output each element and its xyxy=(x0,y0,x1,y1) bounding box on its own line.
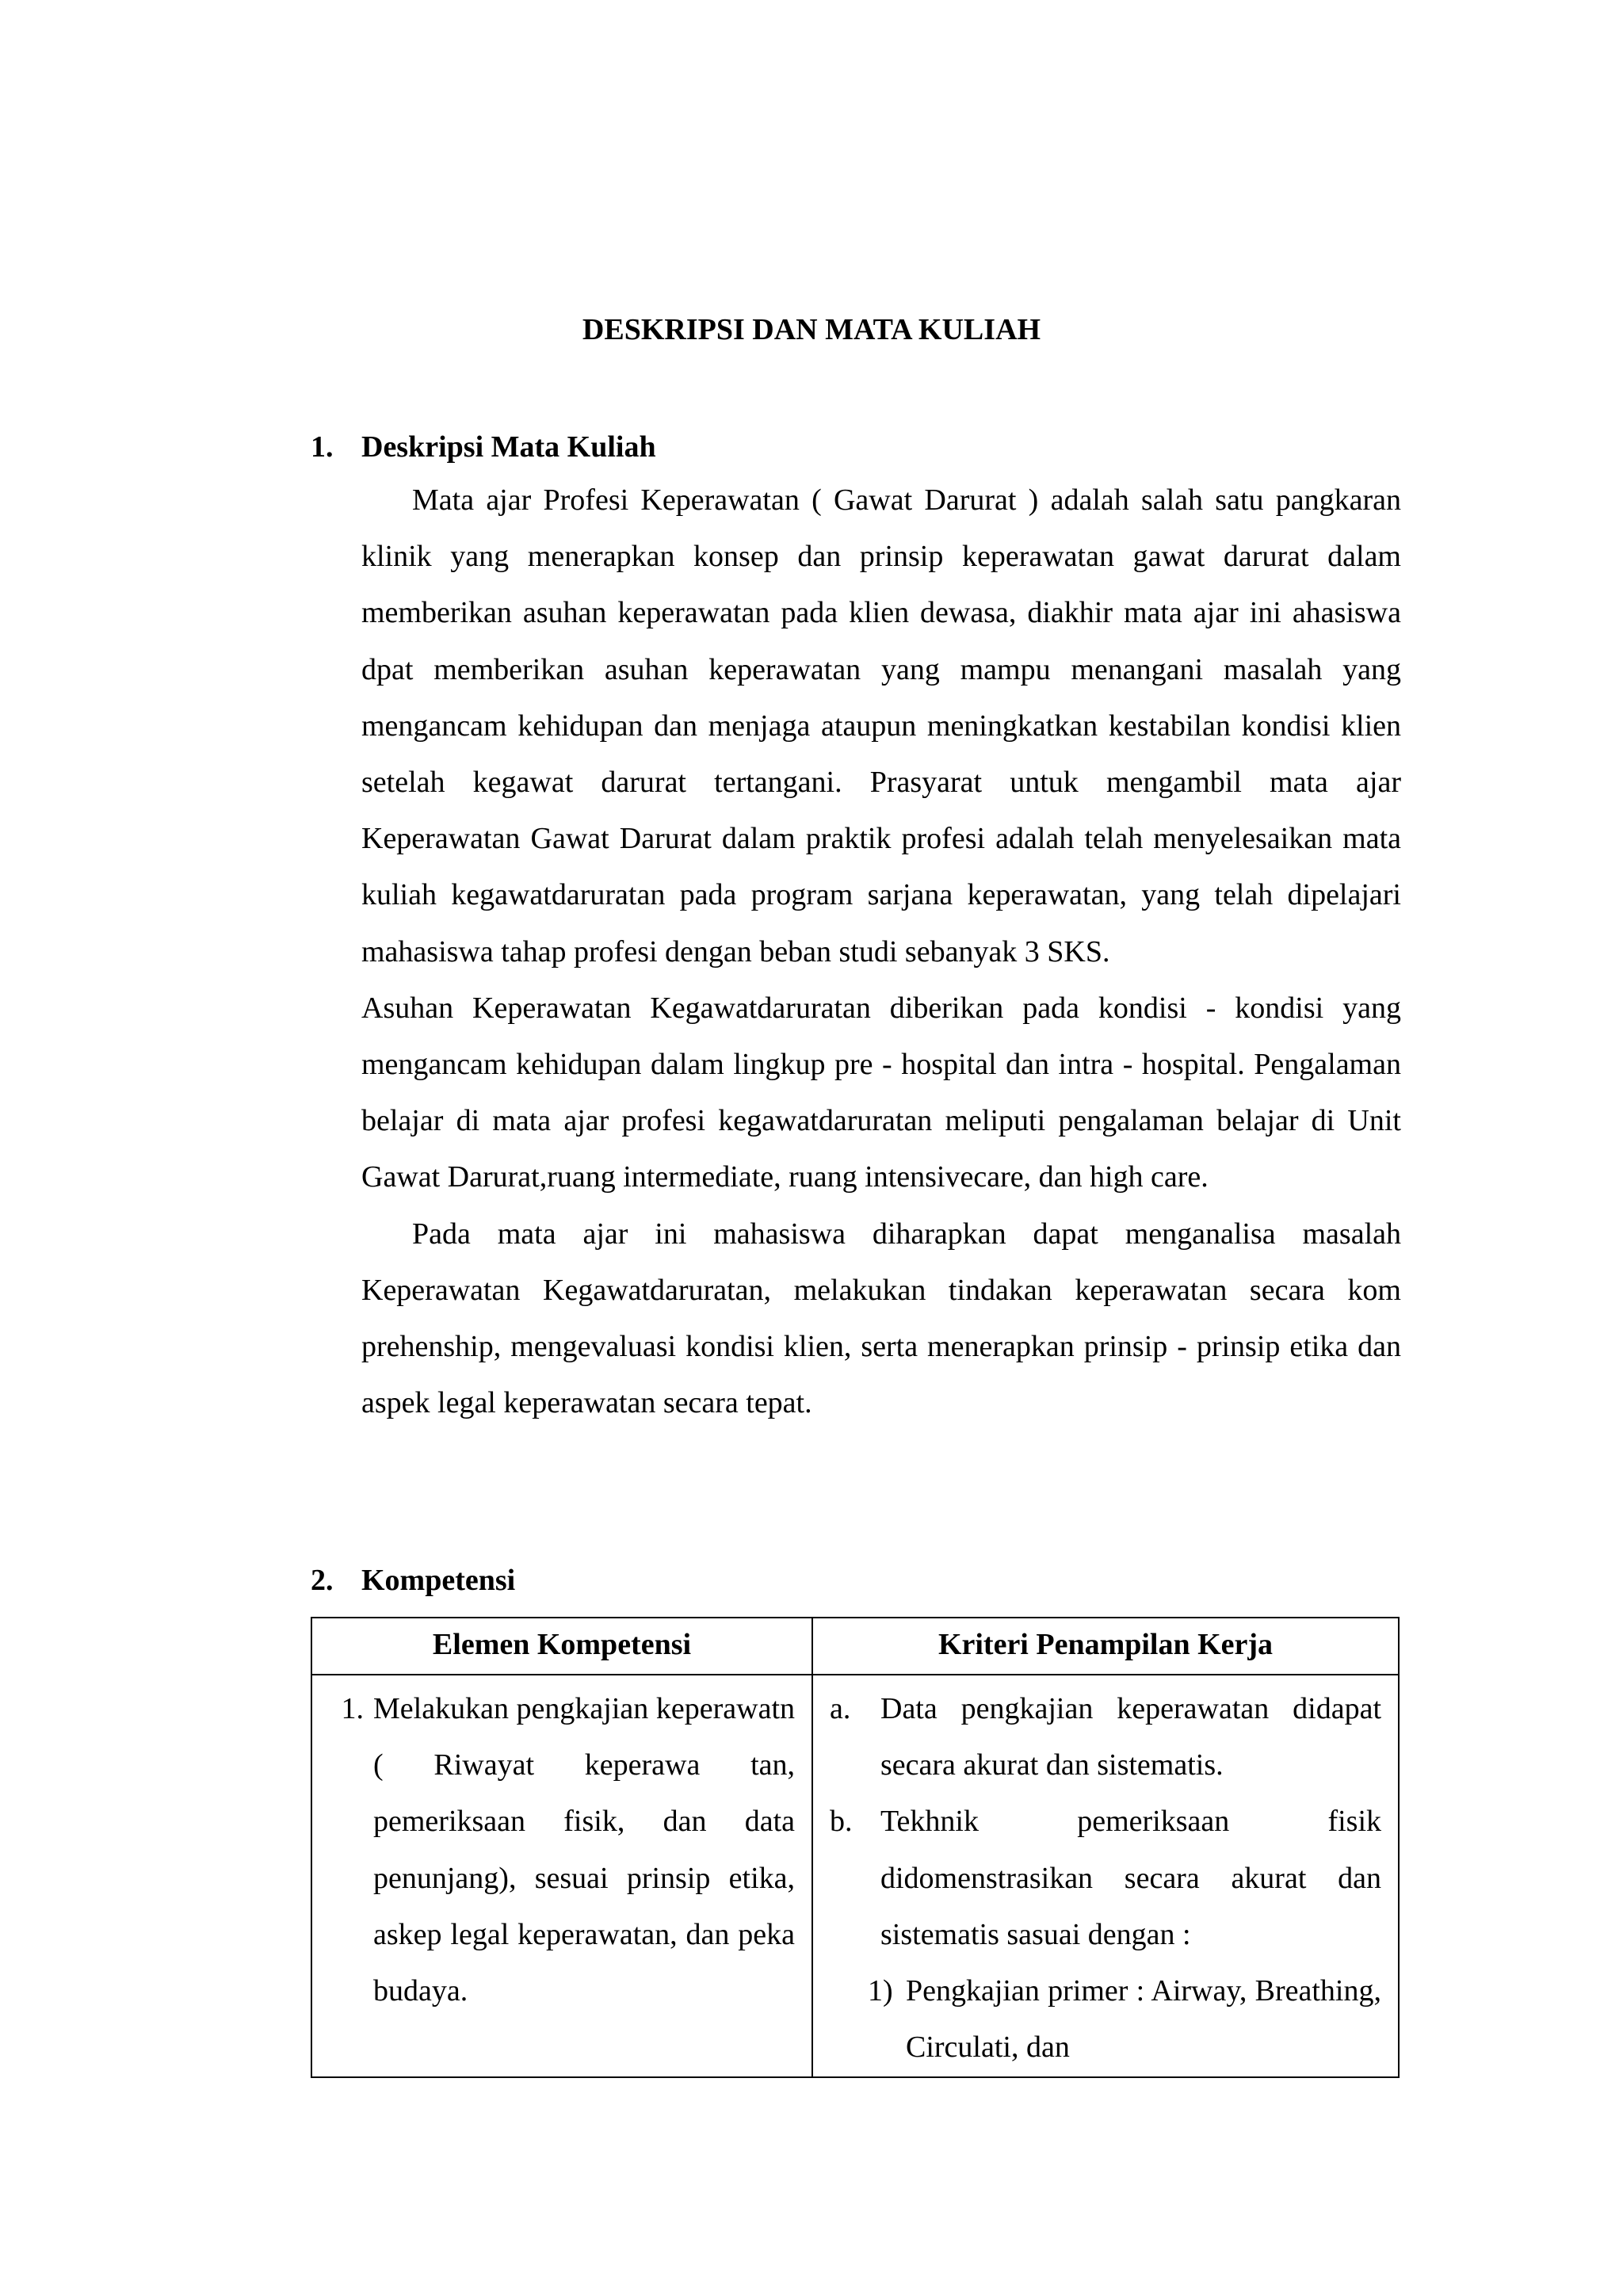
list-marker: 1) xyxy=(868,1974,893,2008)
list-item xyxy=(329,1681,795,2019)
table-header-row xyxy=(311,1618,1399,1675)
section-2-number: 2. xyxy=(311,1564,334,1597)
section-1-body xyxy=(361,472,1401,1431)
sub-list-item xyxy=(830,1963,1381,2076)
list-item-text: Melakukan pengkajian keperawatn ( Riwayat keperawa tan, pemeriksaan fisik, dan data penunjang), sesuai prinsip etika, askep legal keperawatan, dan peka budaya. xyxy=(373,1692,795,2008)
header-kriteria-penampilan-kerja: Kriteri Penampilan Kerja xyxy=(812,1618,1399,1675)
list-item xyxy=(830,1794,1381,1963)
paragraph: Mata ajar Profesi Keperawatan ( Gawat Darurat ) adalah salah satu pangkaran klinik yang menerapkan konsep dan prinsip keperawatan gawat darurat dalam memberikan asuhan keperawatan pada klien dewasa, diakhir mata ajar ini ahasiswa dpat memberikan asuhan keperawatan yang mampu menangani masalah yang mengancam kehidupan dan menjaga ataupun meningkatkan kestabilan kondisi klien setelah kegawat darurat tertangani. Prasyarat untuk mengambil mata ajar Keperawatan Gawat Darurat dalam praktik profesi adalah telah menyelesaikan mata kuliah kegawatdaruratan pada program sarjana keperawatan, yang telah dipelajari mahasiswa tahap profesi dengan beban studi sebanyak 3 SKS. xyxy=(361,483,1401,968)
section-1-title: Deskripsi Mata Kuliah xyxy=(361,430,656,464)
list-item-text: Data pengkajian keperawatan didapat secara akurat dan sistematis. xyxy=(880,1692,1381,1782)
competency-element-cell xyxy=(311,1675,812,2077)
list-item xyxy=(830,1681,1381,1794)
document-title: DESKRIPSI DAN MATA KULIAH xyxy=(582,313,1041,346)
list-item-text: Tekhnik pemeriksaan fisik didomenstrasikan secara akurat dan sistematis sasuai dengan : xyxy=(880,1805,1381,1951)
header-elemen-kompetensi: Elemen Kompetensi xyxy=(311,1618,812,1675)
section-1-heading xyxy=(311,425,656,469)
list-marker: 1. xyxy=(341,1692,364,1725)
table-row xyxy=(311,1675,1399,2077)
competency-table xyxy=(311,1617,1400,2078)
section-1-number: 1. xyxy=(311,430,334,464)
performance-criteria-cell xyxy=(812,1675,1399,2077)
section-2-title: Kompetensi xyxy=(361,1564,516,1597)
paragraph: Asuhan Keperawatan Kegawatdaruratan diberikan pada kondisi - kondisi yang mengancam kehidupan dalam lingkup pre - hospital dan intra - hospital. Pengalaman belajar di mata ajar profesi kegawatdaruratan meliputi pengalaman belajar di Unit Gawat Darurat,ruang intermediate, ruang intensivecare, dan high care. xyxy=(361,991,1401,1194)
list-marker: a. xyxy=(830,1692,851,1725)
paragraph: Pada mata ajar ini mahasiswa diharapkan dapat menganalisa masalah Keperawatan Kegawatdaruratan, melakukan tindakan keperawatan secara kom prehenship, mengevaluasi kondisi klien, serta menerapkan prinsip - prinsip etika dan aspek legal keperawatan secara tepat. xyxy=(361,1217,1401,1420)
list-item-text: Pengkajian primer : Airway, Breathing, Circulati, dan xyxy=(906,1974,1381,2065)
section-2-heading xyxy=(311,1558,515,1603)
list-marker: b. xyxy=(830,1805,853,1839)
